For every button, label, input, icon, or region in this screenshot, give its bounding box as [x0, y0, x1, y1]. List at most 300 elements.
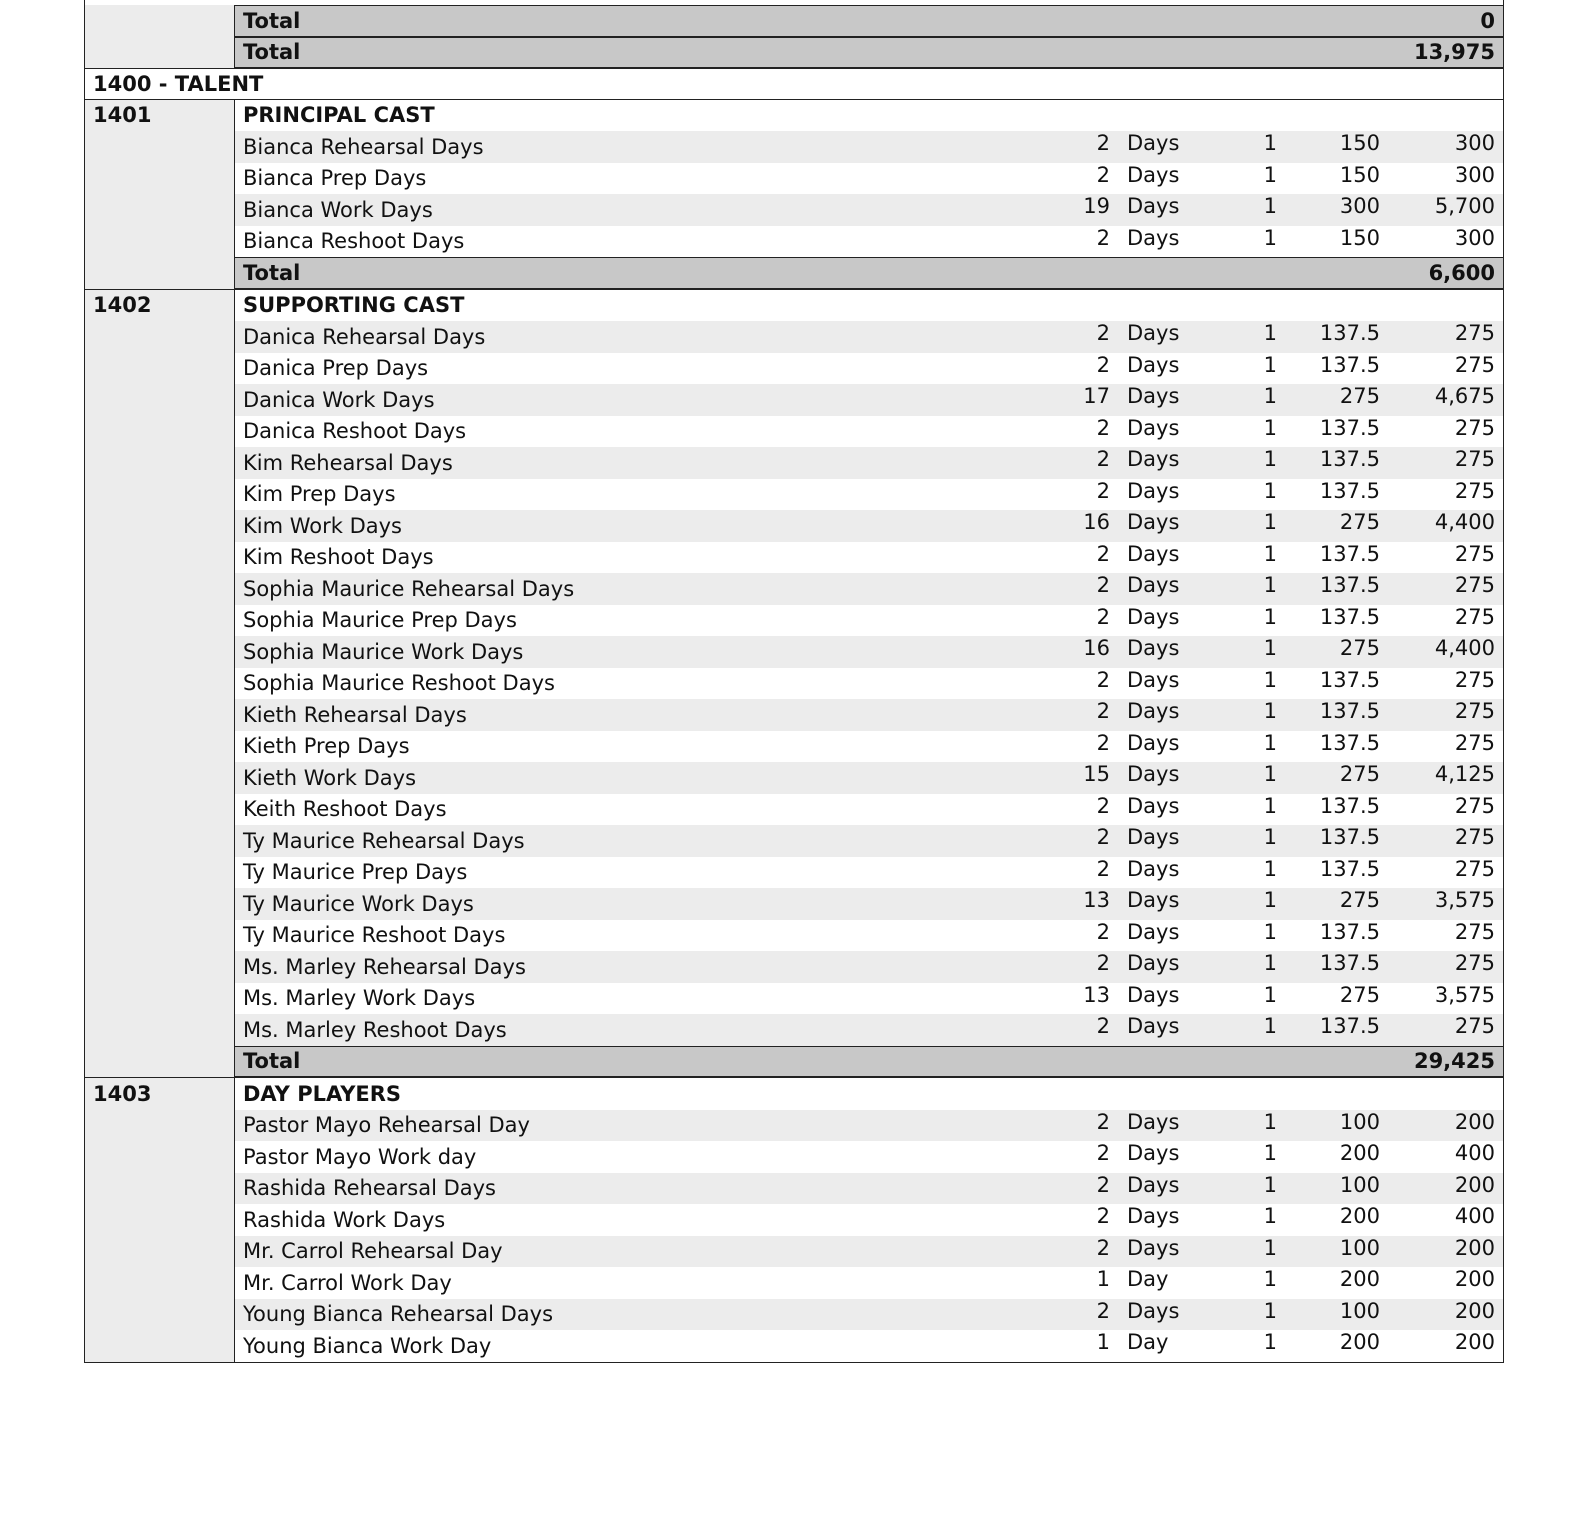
line-amount: 2: [1040, 825, 1119, 857]
line-multiplier: 1: [1217, 699, 1280, 731]
line-amount: 2: [1096, 1141, 1110, 1165]
line-rate: 137.5: [1319, 604, 1380, 629]
line-item: [85, 699, 1503, 731]
total-value: 29,425: [1413, 1049, 1495, 1074]
total-row: [85, 37, 1503, 69]
line-cells: [235, 1330, 1503, 1362]
line-cells: [235, 794, 1503, 826]
line-cells: [235, 1141, 1503, 1173]
line-total: 4,400: [1380, 636, 1503, 668]
line-multiplier: 1: [1263, 982, 1277, 1007]
line-item: [85, 636, 1503, 668]
line-units: Days: [1119, 447, 1217, 479]
line-units: Days: [1119, 1299, 1217, 1331]
line-total: 275: [1380, 1014, 1503, 1046]
line-item: [85, 857, 1503, 889]
account-cell: [85, 1204, 235, 1236]
line-total: 275: [1380, 321, 1503, 353]
group-header: [85, 100, 1503, 132]
total-row: [85, 1046, 1503, 1078]
total-bar: [235, 5, 1503, 37]
line-multiplier: 1: [1217, 1014, 1280, 1046]
line-item: [85, 825, 1503, 857]
line-total: 200: [1380, 1110, 1503, 1142]
line-total: 275: [1380, 447, 1503, 479]
group-header: [85, 290, 1503, 322]
line-units: Days: [1119, 573, 1217, 605]
line-cells: [235, 951, 1503, 983]
line-amount: 2: [1040, 131, 1119, 163]
line-total: 275: [1454, 856, 1495, 881]
total-value: 0: [1480, 8, 1495, 33]
line-item: [85, 1173, 1503, 1205]
line-rate: 137.5: [1319, 541, 1380, 566]
account-cell: [85, 1267, 235, 1299]
line-cells: [235, 510, 1503, 542]
account-cell: [85, 920, 235, 952]
line-rate: 150: [1339, 225, 1380, 250]
line-item: [85, 668, 1503, 700]
line-cells: [235, 163, 1503, 195]
line-cells: [235, 131, 1503, 163]
line-amount: 1: [1096, 1267, 1110, 1291]
line-amount: 13: [1040, 888, 1119, 920]
line-item: [85, 888, 1503, 920]
line-rate: 137.5: [1319, 856, 1380, 881]
line-total: 275: [1380, 825, 1503, 857]
account-cell: [85, 825, 235, 857]
line-amount: 2: [1040, 699, 1119, 731]
line-total: 275: [1454, 793, 1495, 818]
line-multiplier: 1: [1263, 793, 1277, 818]
line-units: Days: [1127, 1204, 1180, 1228]
line-description: Ty Maurice Reshoot Days: [243, 923, 506, 948]
line-amount: 15: [1040, 762, 1119, 794]
line-rate: 137.5: [1319, 919, 1380, 944]
line-cells: [235, 1173, 1503, 1205]
line-total: 3,575: [1434, 982, 1495, 1007]
line-units: Days: [1127, 982, 1180, 1007]
line-total: 4,675: [1380, 384, 1503, 416]
line-units: Days: [1119, 194, 1217, 226]
total-row: [85, 5, 1503, 37]
line-total: 275: [1454, 415, 1495, 440]
line-rate: 137.5: [1280, 447, 1380, 479]
line-multiplier: 1: [1263, 415, 1277, 440]
account-cell: [85, 1046, 235, 1078]
top-totals: [85, 5, 1503, 68]
line-cells: [235, 416, 1503, 448]
line-cells: [235, 636, 1503, 668]
line-item: [85, 794, 1503, 826]
line-rate: 137.5: [1319, 415, 1380, 440]
line-amount: 2: [1096, 604, 1110, 629]
account-cell: [85, 163, 235, 195]
line-total: 275: [1380, 573, 1503, 605]
line-multiplier: 1: [1217, 384, 1280, 416]
line-amount: 13: [1083, 982, 1110, 1007]
total-bar: [235, 37, 1503, 69]
line-total: 275: [1454, 541, 1495, 566]
line-multiplier: 1: [1263, 604, 1277, 629]
line-cells: [235, 825, 1503, 857]
account-cell: [85, 384, 235, 416]
line-item: [85, 1330, 1503, 1362]
line-description: Danica Reshoot Days: [243, 419, 467, 444]
line-total: 275: [1454, 604, 1495, 629]
line-total: 200: [1454, 1267, 1495, 1291]
line-cells: [235, 1110, 1503, 1142]
line-units: Days: [1119, 1014, 1217, 1046]
line-rate: 275: [1339, 982, 1380, 1007]
line-amount: 16: [1040, 636, 1119, 668]
line-units: Day: [1127, 1267, 1169, 1291]
line-multiplier: 1: [1263, 225, 1277, 250]
total-bar: [235, 1046, 1503, 1078]
line-rate: 137.5: [1280, 321, 1380, 353]
line-total: 200: [1380, 1236, 1503, 1268]
line-rate: 100: [1280, 1236, 1380, 1268]
account-cell: [85, 1141, 235, 1173]
line-cells: [235, 226, 1503, 258]
account-cell: [85, 131, 235, 163]
line-item: [85, 542, 1503, 574]
line-item: [85, 1299, 1503, 1331]
account-cell: [85, 1236, 235, 1268]
account-cell: [85, 1330, 235, 1362]
account-cell: [85, 1110, 235, 1142]
line-multiplier: 1: [1217, 321, 1280, 353]
account-cell: [85, 731, 235, 763]
line-total: 4,125: [1380, 762, 1503, 794]
line-units: Days: [1127, 793, 1180, 818]
line-description: Bianca Rehearsal Days: [235, 131, 1040, 163]
line-rate: 137.5: [1280, 825, 1380, 857]
account-cell: [85, 605, 235, 637]
account-cell: [85, 542, 235, 574]
line-item: [85, 1204, 1503, 1236]
line-description: Danica Prep Days: [243, 356, 429, 381]
line-cells: [235, 1267, 1503, 1299]
line-units: Days: [1119, 131, 1217, 163]
line-description: Sophia Maurice Rehearsal Days: [235, 573, 1040, 605]
line-description: Kieth Prep Days: [243, 734, 410, 759]
line-description: Mr. Carrol Work Day: [243, 1270, 452, 1295]
line-units: Days: [1127, 919, 1180, 944]
line-item: [85, 321, 1503, 353]
line-cells: [235, 353, 1503, 385]
line-total: 3,575: [1380, 888, 1503, 920]
line-multiplier: 1: [1263, 1267, 1277, 1291]
account-cell: [85, 37, 235, 69]
line-rate: 200: [1339, 1204, 1380, 1228]
account-cell: [85, 1014, 235, 1046]
line-description: Ty Maurice Work Days: [235, 888, 1040, 920]
line-item: [85, 1267, 1503, 1299]
line-amount: 2: [1040, 1173, 1119, 1205]
line-item: [85, 416, 1503, 448]
line-description: Mr. Carrol Rehearsal Day: [235, 1236, 1040, 1268]
line-item: [85, 573, 1503, 605]
account-number: 1403: [85, 1078, 235, 1110]
line-multiplier: 1: [1217, 951, 1280, 983]
line-cells: [235, 762, 1503, 794]
line-rate: 137.5: [1319, 352, 1380, 377]
line-rate: 137.5: [1319, 667, 1380, 692]
line-description: Young Bianca Rehearsal Days: [235, 1299, 1040, 1331]
line-multiplier: 1: [1217, 447, 1280, 479]
line-rate: 150: [1280, 131, 1380, 163]
account-cell: [85, 5, 235, 37]
line-amount: 2: [1040, 1014, 1119, 1046]
line-rate: 100: [1280, 1299, 1380, 1331]
line-total: 200: [1380, 1173, 1503, 1205]
line-description: Bianca Prep Days: [243, 166, 427, 191]
line-rate: 300: [1280, 194, 1380, 226]
account-number: 1402: [85, 290, 235, 322]
line-cells: [235, 321, 1503, 353]
line-total: 275: [1454, 919, 1495, 944]
line-total: 400: [1454, 1141, 1495, 1165]
line-amount: 2: [1096, 667, 1110, 692]
line-units: Days: [1127, 478, 1180, 503]
line-cells: [235, 920, 1503, 952]
line-total: 275: [1454, 478, 1495, 503]
line-description: Sophia Maurice Reshoot Days: [243, 671, 555, 696]
line-item: [85, 163, 1503, 195]
line-item: [85, 951, 1503, 983]
account-cell: [85, 983, 235, 1015]
line-multiplier: 1: [1263, 478, 1277, 503]
account-group: [85, 1077, 1503, 1362]
line-rate: 137.5: [1280, 699, 1380, 731]
group-title: SUPPORTING CAST: [243, 293, 465, 318]
account-cell: [85, 1299, 235, 1331]
line-description: Kieth Work Days: [235, 762, 1040, 794]
line-description: Pastor Mayo Work day: [243, 1144, 477, 1169]
line-total: 275: [1380, 699, 1503, 731]
line-item: [85, 731, 1503, 763]
line-item: [85, 353, 1503, 385]
line-rate: 100: [1280, 1110, 1380, 1142]
line-description: Kim Prep Days: [243, 482, 396, 507]
account-cell: [85, 510, 235, 542]
line-units: Days: [1127, 1141, 1180, 1165]
line-amount: 16: [1040, 510, 1119, 542]
line-units: Days: [1119, 762, 1217, 794]
line-total: 300: [1454, 162, 1495, 187]
account-cell: [85, 573, 235, 605]
line-item: [85, 1110, 1503, 1142]
total-label: Total: [243, 40, 301, 65]
line-rate: 137.5: [1280, 573, 1380, 605]
line-item: [85, 605, 1503, 637]
line-total: 400: [1454, 1204, 1495, 1228]
line-units: Days: [1127, 162, 1180, 187]
line-multiplier: 1: [1263, 919, 1277, 944]
line-rate: 200: [1339, 1141, 1380, 1165]
total-row: [85, 257, 1503, 289]
line-units: Days: [1127, 604, 1180, 629]
line-amount: 2: [1096, 162, 1110, 187]
total-value: 6,600: [1428, 260, 1495, 285]
line-amount: 19: [1040, 194, 1119, 226]
line-amount: 2: [1040, 321, 1119, 353]
line-cells: [235, 857, 1503, 889]
line-total: 200: [1454, 1330, 1495, 1354]
line-total: 275: [1454, 352, 1495, 377]
line-multiplier: 1: [1263, 541, 1277, 566]
line-amount: 2: [1096, 793, 1110, 818]
account-cell: [85, 257, 235, 289]
line-rate: 137.5: [1280, 1014, 1380, 1046]
line-description: Kim Reshoot Days: [243, 545, 434, 570]
line-rate: 137.5: [1319, 730, 1380, 755]
line-units: Day: [1127, 1330, 1169, 1354]
line-units: Days: [1119, 510, 1217, 542]
line-cells: [235, 479, 1503, 511]
account-cell: [85, 762, 235, 794]
account-cell: [85, 857, 235, 889]
line-total: 275: [1454, 730, 1495, 755]
line-description: Rashida Work Days: [243, 1207, 446, 1232]
line-rate: 137.5: [1319, 793, 1380, 818]
line-rate: 137.5: [1280, 951, 1380, 983]
line-description: Ty Maurice Prep Days: [243, 860, 468, 885]
account-cell: [85, 353, 235, 385]
line-item: [85, 1141, 1503, 1173]
line-description: Sophia Maurice Prep Days: [243, 608, 517, 633]
line-amount: 2: [1096, 919, 1110, 944]
line-description: Young Bianca Work Day: [243, 1333, 492, 1358]
line-units: Days: [1119, 888, 1217, 920]
line-description: Sophia Maurice Work Days: [235, 636, 1040, 668]
line-cells: [235, 983, 1503, 1015]
line-item: [85, 920, 1503, 952]
line-description: Danica Rehearsal Days: [235, 321, 1040, 353]
line-rate: 200: [1339, 1330, 1380, 1354]
account-cell: [85, 699, 235, 731]
line-amount: 17: [1040, 384, 1119, 416]
line-amount: 2: [1096, 478, 1110, 503]
line-units: Days: [1119, 825, 1217, 857]
line-multiplier: 1: [1217, 636, 1280, 668]
line-item: [85, 226, 1503, 258]
account-cell: [85, 321, 235, 353]
line-rate: 137.5: [1319, 478, 1380, 503]
line-description: Bianca Work Days: [235, 194, 1040, 226]
line-amount: 1: [1096, 1330, 1110, 1354]
line-description: Kim Work Days: [235, 510, 1040, 542]
line-amount: 2: [1096, 730, 1110, 755]
line-rate: 275: [1280, 510, 1380, 542]
line-cells: [235, 1236, 1503, 1268]
account-cell: [85, 794, 235, 826]
line-amount: 2: [1096, 1204, 1110, 1228]
line-description: Bianca Reshoot Days: [243, 229, 465, 254]
account-cell: [85, 447, 235, 479]
line-item: [85, 510, 1503, 542]
line-description: Kieth Rehearsal Days: [235, 699, 1040, 731]
line-item: [85, 131, 1503, 163]
line-multiplier: 1: [1217, 510, 1280, 542]
line-description: Danica Work Days: [235, 384, 1040, 416]
line-cells: [235, 888, 1503, 920]
line-cells: [235, 668, 1503, 700]
account-number: 1401: [85, 100, 235, 132]
total-bar: [235, 257, 1503, 289]
account-cell: [85, 1173, 235, 1205]
line-units: Days: [1119, 636, 1217, 668]
line-rate: 150: [1339, 162, 1380, 187]
line-amount: 2: [1040, 1299, 1119, 1331]
total-value: 13,975: [1413, 40, 1495, 65]
line-item: [85, 762, 1503, 794]
line-total: 5,700: [1380, 194, 1503, 226]
line-cells: [235, 194, 1503, 226]
line-multiplier: 1: [1263, 162, 1277, 187]
line-cells: [235, 699, 1503, 731]
line-amount: 2: [1040, 951, 1119, 983]
line-item: [85, 479, 1503, 511]
line-amount: 2: [1096, 352, 1110, 377]
account-cell: [85, 479, 235, 511]
line-cells: [235, 542, 1503, 574]
line-multiplier: 1: [1217, 762, 1280, 794]
line-multiplier: 1: [1217, 1299, 1280, 1331]
line-total: 300: [1454, 225, 1495, 250]
line-units: Days: [1119, 1110, 1217, 1142]
line-amount: 2: [1040, 573, 1119, 605]
line-description: Rashida Rehearsal Days: [235, 1173, 1040, 1205]
account-cell: [85, 668, 235, 700]
account-cell: [85, 416, 235, 448]
group-title: DAY PLAYERS: [243, 1081, 402, 1106]
line-units: Days: [1127, 541, 1180, 566]
line-description: Ty Maurice Rehearsal Days: [235, 825, 1040, 857]
line-description: Ms. Marley Reshoot Days: [235, 1014, 1040, 1046]
line-item: [85, 447, 1503, 479]
line-multiplier: 1: [1263, 730, 1277, 755]
line-units: Days: [1127, 856, 1180, 881]
budget-sheet: [84, 0, 1504, 1363]
line-units: Days: [1127, 730, 1180, 755]
line-multiplier: 1: [1217, 1110, 1280, 1142]
line-multiplier: 1: [1263, 856, 1277, 881]
line-rate: 275: [1280, 762, 1380, 794]
line-item: [85, 194, 1503, 226]
line-description: Keith Reshoot Days: [243, 797, 447, 822]
line-cells: [235, 573, 1503, 605]
line-rate: 275: [1280, 636, 1380, 668]
line-cells: [235, 1014, 1503, 1046]
total-label: Total: [243, 260, 301, 285]
line-units: Days: [1119, 384, 1217, 416]
line-total: 200: [1380, 1299, 1503, 1331]
group-title: PRINCIPAL CAST: [243, 103, 435, 128]
account-cell: [85, 226, 235, 258]
line-item: [85, 1236, 1503, 1268]
line-cells: [235, 447, 1503, 479]
line-multiplier: 1: [1263, 1204, 1277, 1228]
line-rate: 100: [1280, 1173, 1380, 1205]
line-description: Ms. Marley Work Days: [243, 986, 476, 1011]
line-total: 275: [1454, 667, 1495, 692]
section-title: 1400 - TALENT: [85, 68, 1503, 100]
line-units: Days: [1119, 699, 1217, 731]
account-cell: [85, 888, 235, 920]
line-multiplier: 1: [1263, 1141, 1277, 1165]
